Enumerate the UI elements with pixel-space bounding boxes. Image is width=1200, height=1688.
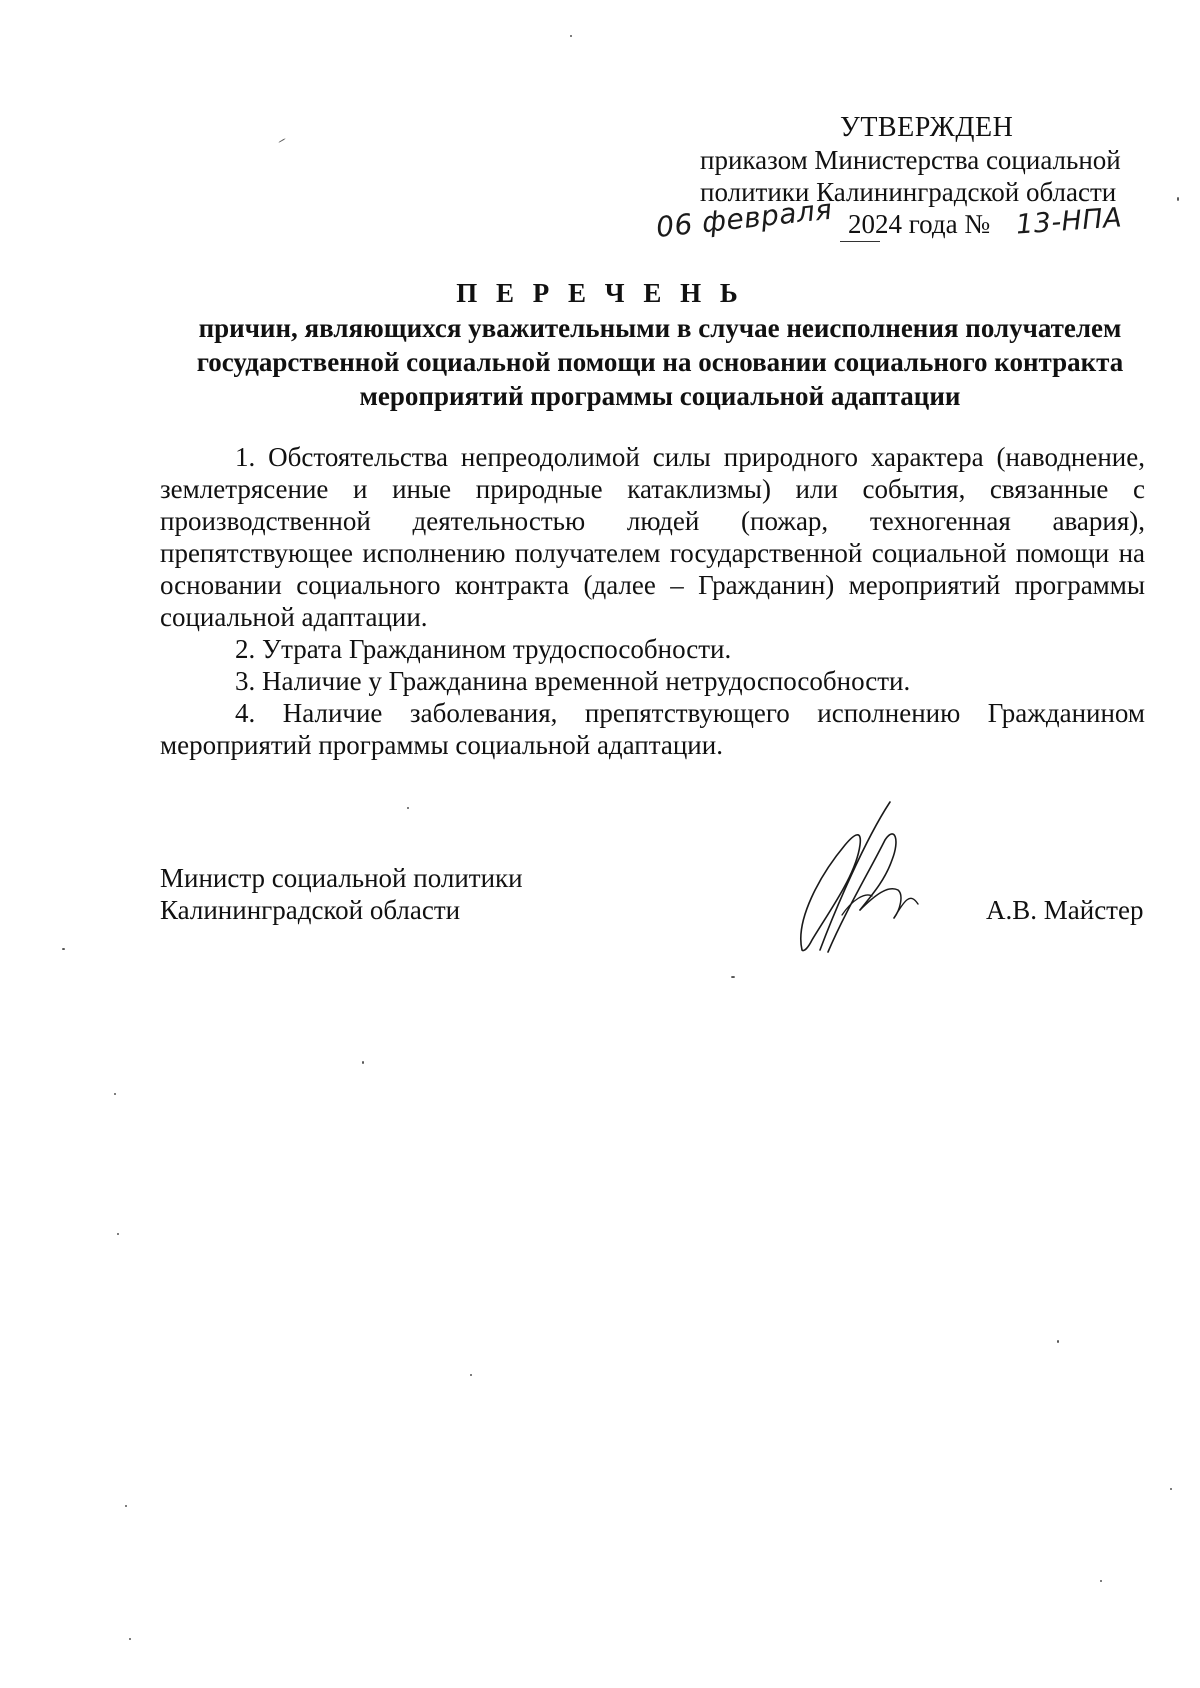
approval-block bbox=[654, 112, 1140, 244]
signatory-position bbox=[160, 862, 523, 926]
scan-speck bbox=[470, 1374, 472, 1376]
document-subtitle bbox=[160, 311, 1160, 413]
scan-speck bbox=[125, 1505, 127, 1507]
list-item: 1. Обстоятельства непреодолимой силы природного характера (наводнение, землетрясение и иные природные катаклизмы) или события, связанные с производственной деятельностью людей (пожар, техногенная авария), препятствующее исполнению получателем государственной социальной помощи на основании социального контракта (далее – Гражданин) мероприятий программы социальной адаптации. bbox=[160, 442, 1145, 632]
scan-speck bbox=[1057, 1340, 1059, 1343]
list-item: 3. Наличие у Гражданина временной нетрудоспособности. bbox=[235, 666, 911, 696]
list-item: 2. Утрата Гражданином трудоспособности. bbox=[235, 634, 732, 664]
handwritten-date: 06 февраля bbox=[654, 192, 834, 244]
scan-speck bbox=[362, 1061, 364, 1064]
scan-speck bbox=[407, 807, 409, 809]
scan-speck bbox=[1100, 1580, 1102, 1582]
document-body bbox=[160, 441, 1145, 761]
document-heading: П Е Р Е Ч Е Н Ь bbox=[456, 278, 744, 308]
signatory-position-line-2: Калининградской области bbox=[160, 895, 461, 925]
printed-date: 2024 года № bbox=[848, 209, 991, 239]
handwritten-signature bbox=[790, 800, 930, 960]
list-item: 4. Наличие заболевания, препятствующего исполнению Гражданином мероприятий программы социальной адаптации. bbox=[160, 698, 1145, 760]
handwritten-order-number: 13-НПА bbox=[1015, 202, 1124, 241]
approval-title: УТВЕРЖДЕН bbox=[840, 112, 1014, 143]
subtitle-line-2: государственной социальной помощи на основании социального контракта bbox=[196, 347, 1124, 377]
date-underline bbox=[840, 241, 880, 242]
scan-speck bbox=[731, 976, 735, 978]
signatory-name: А.В. Майстер bbox=[986, 895, 1144, 925]
subtitle-line-3: мероприятий программы социальной адаптации bbox=[359, 381, 961, 411]
scan-speck bbox=[114, 1093, 116, 1095]
scan-speck bbox=[62, 948, 65, 950]
scan-speck bbox=[129, 1638, 131, 1640]
scan-speck bbox=[117, 1233, 119, 1235]
scan-speck bbox=[570, 35, 572, 37]
scan-speck bbox=[1177, 197, 1179, 201]
subtitle-line-1: причин, являющихся уважительными в случае неисполнения получателем bbox=[198, 313, 1122, 343]
approval-line-1: приказом Министерства социальной bbox=[700, 145, 1121, 175]
scan-speck bbox=[278, 138, 285, 143]
signatory-position-line-1: Министр социальной политики bbox=[160, 863, 523, 893]
scan-speck bbox=[1170, 1488, 1172, 1490]
approval-line-2: политики Калининградской области bbox=[700, 177, 1117, 207]
